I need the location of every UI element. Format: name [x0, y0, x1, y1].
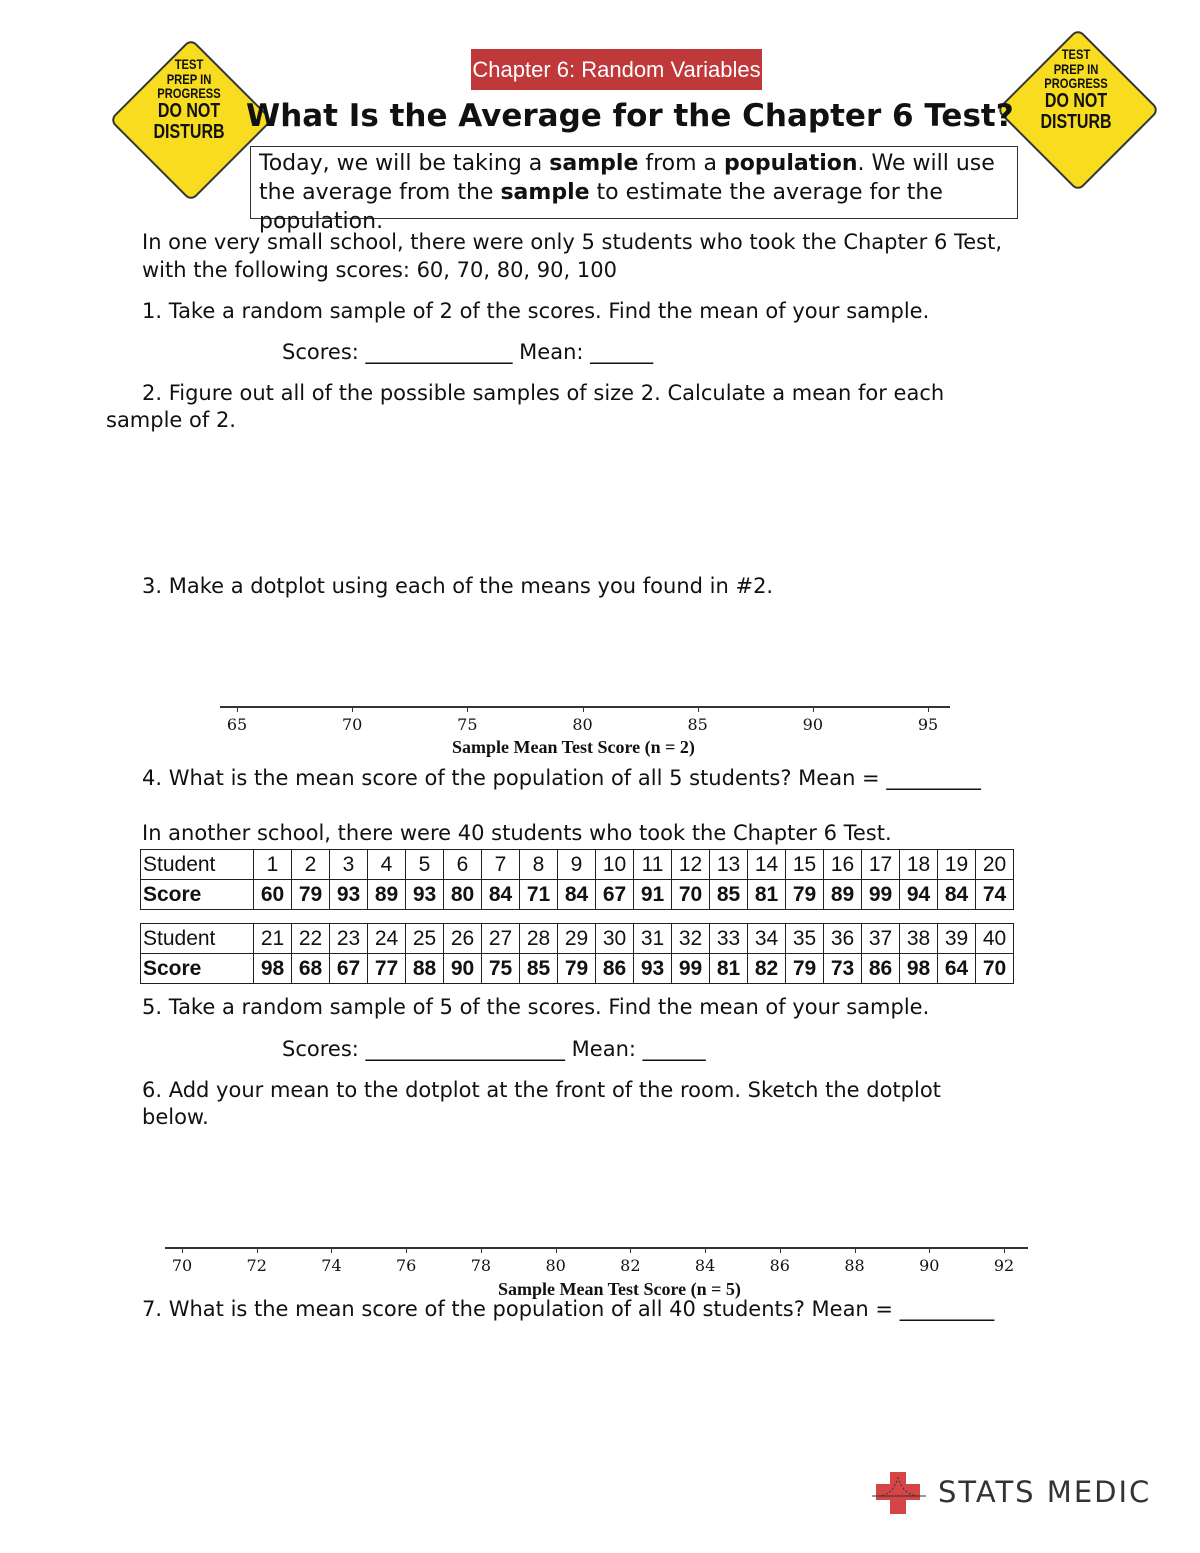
student-number-cell: 19 — [938, 850, 976, 880]
part1-intro-line1: In one very small school, there were only 5 students who took the Chapter 6 Test, — [142, 230, 1003, 254]
axis-line — [220, 706, 950, 708]
sign-line: DISTURB — [1040, 111, 1112, 134]
axis-tick — [467, 706, 468, 712]
score-cell: 85 — [520, 954, 558, 984]
row-header: Student — [141, 850, 254, 880]
student-number-cell: 24 — [368, 924, 406, 954]
stats-medic-cross-icon — [872, 1470, 926, 1516]
student-number-cell: 16 — [824, 850, 862, 880]
sign-line: DISTURB — [153, 121, 225, 144]
score-cell: 79 — [786, 954, 824, 984]
axis-tick — [331, 1247, 332, 1253]
score-cell: 71 — [520, 880, 558, 910]
score-cell: 81 — [710, 954, 748, 984]
sign-line: DO NOT — [1044, 90, 1108, 113]
question-4: 4. What is the mean score of the population of all 5 students? Mean = _________ — [142, 766, 981, 790]
axis-tick — [583, 706, 584, 712]
sign-line: PREP IN — [1053, 60, 1099, 77]
student-number-cell: 14 — [748, 850, 786, 880]
table-row — [141, 880, 1014, 910]
axis-tick — [928, 706, 929, 712]
sign-left-text — [134, 57, 244, 143]
student-number-cell: 11 — [634, 850, 672, 880]
student-number-cell: 37 — [862, 924, 900, 954]
axis-tick — [406, 1247, 407, 1253]
sign-right-text — [1021, 47, 1131, 133]
student-number-cell: 10 — [596, 850, 634, 880]
axis-tick-label: 70 — [171, 1256, 193, 1275]
student-number-cell: 29 — [558, 924, 596, 954]
score-cell: 99 — [862, 880, 900, 910]
axis-tick — [698, 706, 699, 712]
axis-tick-label: 74 — [321, 1256, 342, 1275]
score-cell: 60 — [254, 880, 292, 910]
score-cell: 84 — [558, 880, 596, 910]
sign-line: PROGRESS — [157, 85, 221, 102]
axis-tick-label: 90 — [919, 1256, 940, 1275]
axis-tick-label: 88 — [844, 1256, 865, 1275]
sign-line: TEST — [174, 56, 204, 72]
student-number-cell: 4 — [368, 850, 406, 880]
score-cell: 79 — [292, 880, 330, 910]
question-3: 3. Make a dotplot using each of the means you found in #2. — [142, 574, 774, 598]
axis-tick-label: 82 — [620, 1256, 641, 1275]
student-number-cell: 38 — [900, 924, 938, 954]
score-cell: 84 — [938, 880, 976, 910]
student-number-cell: 35 — [786, 924, 824, 954]
axis-tick — [182, 1247, 183, 1253]
part1-intro-line2: with the following scores: 60, 70, 80, 90, 100 — [142, 258, 617, 282]
student-number-cell: 17 — [862, 850, 900, 880]
question-2-line1: 2. Figure out all of the possible samples of size 2. Calculate a mean for each — [142, 381, 945, 405]
intro-box — [250, 146, 1018, 234]
score-cell: 73 — [824, 954, 862, 984]
intro-text: . We will use the average from the — [259, 151, 995, 205]
score-cell: 68 — [292, 954, 330, 984]
question-2-line2: sample of 2. — [106, 408, 236, 432]
question-5-answer-blanks[interactable]: Scores: ___________________ Mean: ______ — [282, 1037, 706, 1061]
student-number-cell: 18 — [900, 850, 938, 880]
score-cell: 89 — [824, 880, 862, 910]
student-number-cell: 32 — [672, 924, 710, 954]
axis-tick-label: 76 — [395, 1256, 417, 1275]
student-number-cell: 21 — [254, 924, 292, 954]
student-number-cell: 5 — [406, 850, 444, 880]
score-cell: 75 — [482, 954, 520, 984]
axis-tick-label: 65 — [226, 715, 248, 734]
score-cell: 77 — [368, 954, 406, 984]
axis-tick — [352, 706, 353, 712]
score-cell: 67 — [596, 880, 634, 910]
score-cell: 88 — [406, 954, 444, 984]
student-number-cell: 39 — [938, 924, 976, 954]
axis-tick-label: 86 — [769, 1256, 790, 1275]
intro-bold: sample — [500, 180, 590, 205]
score-cell: 93 — [406, 880, 444, 910]
student-number-cell: 1 — [254, 850, 292, 880]
question-1: 1. Take a random sample of 2 of the scores. Find the mean of your sample. — [142, 299, 930, 323]
student-number-cell: 22 — [292, 924, 330, 954]
student-number-cell: 20 — [976, 850, 1014, 880]
question-6-line2: below. — [142, 1105, 209, 1129]
axis-tick-label: 75 — [457, 715, 478, 734]
axis-tick — [855, 1247, 856, 1253]
score-cell: 67 — [330, 954, 368, 984]
score-cell: 70 — [672, 880, 710, 910]
axis-tick-label: 95 — [917, 715, 939, 734]
axis-tick — [237, 706, 238, 712]
score-cell: 79 — [558, 954, 596, 984]
axis-tick-label: 78 — [470, 1256, 492, 1275]
axis-tick — [481, 1247, 482, 1253]
table-row — [141, 954, 1014, 984]
chapter-badge: Chapter 6: Random Variables — [471, 49, 762, 90]
axis-tick-label: 80 — [572, 715, 593, 734]
dotplot-axis-label-n2: Sample Mean Test Score (n = 2) — [452, 737, 695, 757]
question-6-line1: 6. Add your mean to the dotplot at the front of the room. Sketch the dotplot — [142, 1078, 941, 1102]
scores-table-1 — [140, 849, 1014, 910]
axis-tick-label: 72 — [246, 1256, 267, 1275]
student-number-cell: 2 — [292, 850, 330, 880]
student-number-cell: 27 — [482, 924, 520, 954]
student-number-cell: 36 — [824, 924, 862, 954]
score-cell: 98 — [254, 954, 292, 984]
axis-tick-label: 80 — [545, 1256, 566, 1275]
score-cell: 99 — [672, 954, 710, 984]
stats-medic-logo-text: STATS MEDIC — [938, 1475, 1152, 1509]
question-7: 7. What is the mean score of the population of all 40 students? Mean = _________ — [142, 1297, 995, 1321]
axis-tick-label: 92 — [993, 1256, 1015, 1275]
score-cell: 80 — [444, 880, 482, 910]
score-cell: 84 — [482, 880, 520, 910]
student-number-cell: 6 — [444, 850, 482, 880]
axis-tick — [780, 1247, 781, 1253]
student-number-cell: 30 — [596, 924, 634, 954]
score-cell: 98 — [900, 954, 938, 984]
sign-line: DO NOT — [157, 100, 221, 123]
student-number-cell: 3 — [330, 850, 368, 880]
dotplot-axis-label-n5: Sample Mean Test Score (n = 5) — [498, 1279, 741, 1299]
axis-tick-label: 85 — [687, 715, 708, 734]
score-cell: 86 — [862, 954, 900, 984]
axis-tick-label: 84 — [694, 1256, 716, 1275]
student-number-cell: 7 — [482, 850, 520, 880]
student-number-cell: 9 — [558, 850, 596, 880]
score-cell: 74 — [976, 880, 1014, 910]
question-1-answer-blanks[interactable]: Scores: ______________ Mean: ______ — [282, 340, 654, 364]
axis-tick-label: 70 — [341, 715, 363, 734]
student-number-cell: 23 — [330, 924, 368, 954]
row-header: Score — [141, 954, 254, 984]
score-cell: 79 — [786, 880, 824, 910]
axis-tick — [705, 1247, 706, 1253]
student-number-cell: 13 — [710, 850, 748, 880]
score-cell: 70 — [976, 954, 1014, 984]
intro-text: from a — [638, 151, 725, 176]
student-number-cell: 40 — [976, 924, 1014, 954]
student-number-cell: 26 — [444, 924, 482, 954]
page-title: What Is the Average for the Chapter 6 Test? — [246, 98, 1014, 134]
axis-tick — [1004, 1247, 1005, 1253]
axis-tick — [556, 1247, 557, 1253]
score-cell: 64 — [938, 954, 976, 984]
intro-bold: population — [724, 151, 858, 176]
axis-tick — [929, 1247, 930, 1253]
row-header: Score — [141, 880, 254, 910]
axis-line — [165, 1247, 1028, 1249]
score-cell: 81 — [748, 880, 786, 910]
part2-intro: In another school, there were 40 students who took the Chapter 6 Test. — [142, 821, 892, 845]
student-number-cell: 12 — [672, 850, 710, 880]
scores-table-2 — [140, 923, 1014, 984]
student-number-cell: 31 — [634, 924, 672, 954]
table-row — [141, 924, 1014, 954]
question-5: 5. Take a random sample of 5 of the scores. Find the mean of your sample. — [142, 995, 930, 1019]
score-cell: 94 — [900, 880, 938, 910]
student-number-cell: 33 — [710, 924, 748, 954]
sign-line: PROGRESS — [1044, 75, 1108, 92]
axis-tick — [257, 1247, 258, 1253]
score-cell: 82 — [748, 954, 786, 984]
score-cell: 93 — [634, 954, 672, 984]
intro-text: to estimate the average for the population. — [259, 180, 943, 234]
student-number-cell: 34 — [748, 924, 786, 954]
sign-line: TEST — [1061, 46, 1091, 62]
sign-line: PREP IN — [166, 70, 212, 87]
axis-tick — [813, 706, 814, 712]
score-cell: 89 — [368, 880, 406, 910]
student-number-cell: 25 — [406, 924, 444, 954]
intro-bold: sample — [549, 151, 639, 176]
row-header: Student — [141, 924, 254, 954]
student-number-cell: 15 — [786, 850, 824, 880]
table-row — [141, 850, 1014, 880]
score-cell: 91 — [634, 880, 672, 910]
intro-text: Today, we will be taking a — [259, 151, 550, 176]
student-number-cell: 28 — [520, 924, 558, 954]
axis-tick-label: 90 — [802, 715, 823, 734]
score-cell: 85 — [710, 880, 748, 910]
student-number-cell: 8 — [520, 850, 558, 880]
score-cell: 90 — [444, 954, 482, 984]
score-cell: 93 — [330, 880, 368, 910]
axis-tick — [630, 1247, 631, 1253]
score-cell: 86 — [596, 954, 634, 984]
